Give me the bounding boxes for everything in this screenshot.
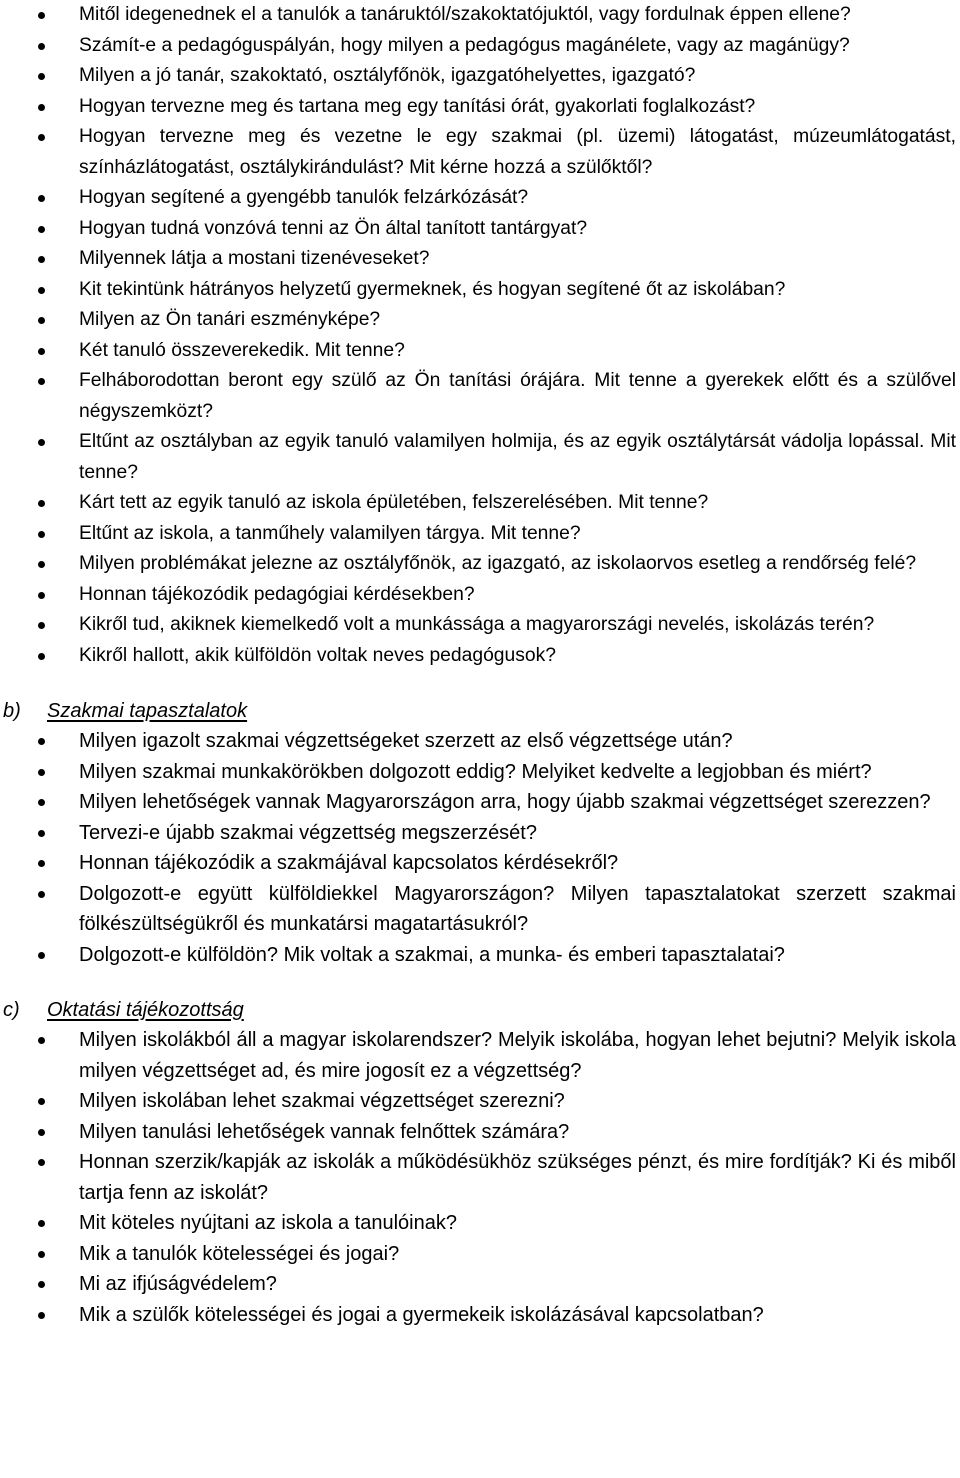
- list-item: Milyen tanulási lehetőségek vannak felnőttek számára?: [0, 1117, 960, 1148]
- list-item: Milyen szakmai munkakörökben dolgozott eddig? Melyiket kedvelte a legjobban és miért?: [0, 757, 960, 788]
- list-item: Dolgozott-e külföldön? Mik voltak a szakmai, a munka- és emberi tapasztalatai?: [0, 940, 960, 971]
- list-item: Milyen az Ön tanári eszményképe?: [0, 305, 960, 336]
- section-title: Szakmai tapasztalatok: [47, 700, 248, 722]
- list-item: Mik a szülők kötelességei és jogai a gyermekeik iskolázásával kapcsolatban?: [0, 1300, 960, 1331]
- section-letter: c): [3, 999, 20, 1021]
- list-item: Honnan tájékozódik pedagógiai kérdésekben?: [0, 580, 960, 611]
- list-item: Milyen igazolt szakmai végzettségeket szerzett az első végzettsége után?: [0, 726, 960, 757]
- section-letter: b): [3, 700, 21, 722]
- list-item: Mik a tanulók kötelességei és jogai?: [0, 1239, 960, 1270]
- list-item: Milyennek látja a mostani tizenéveseket?: [0, 244, 960, 275]
- list-item: Kárt tett az egyik tanuló az iskola épületében, felszerelésében. Mit tenne?: [0, 488, 960, 519]
- list-item: Hogyan tudná vonzóvá tenni az Ön által tanított tantárgyat?: [0, 214, 960, 245]
- list-item: Számít-e a pedagóguspályán, hogy milyen a pedagógus magánélete, vagy az magánügy?: [0, 31, 960, 62]
- list-item: Kikről hallott, akik külföldön voltak neves pedagógusok?: [0, 641, 960, 672]
- bullet-list: [0, 726, 960, 970]
- section-title: Oktatási tájékozottság: [47, 999, 244, 1021]
- list-item: Hogyan tervezne meg és vezetne le egy szakmai (pl. üzemi) látogatást, múzeumlátogatást, színházlátogatást, osztálykirándulást? Mit kérne hozzá a szülőktől?: [0, 122, 960, 183]
- list-item: Milyen iskolában lehet szakmai végzettséget szerezni?: [0, 1086, 960, 1117]
- list-item: Hogyan segítené a gyengébb tanulók felzárkózását?: [0, 183, 960, 214]
- list-item: Milyen problémákat jelezne az osztályfőnök, az igazgató, az iskolaorvos esetleg a rendőrség felé?: [0, 549, 960, 580]
- section-general-questions: [0, 0, 960, 671]
- list-item: Eltűnt az osztályban az egyik tanuló valamilyen holmija, és az egyik osztálytársát vádolja lopással. Mit tenne?: [0, 427, 960, 488]
- list-item: Felháborodottan beront egy szülő az Ön tanítási órájára. Mit tenne a gyerekek előtt és a szülővel négyszemközt?: [0, 366, 960, 427]
- list-item: Dolgozott-e együtt külföldiekkel Magyarországon? Milyen tapasztalatokat szerzett szakmai fölkészültségükről és munkatársi magatartásukról?: [0, 879, 960, 940]
- section-heading: [0, 696, 960, 726]
- list-item: Mitől idegenednek el a tanulók a tanáruktól/szakoktatójuktól, vagy fordulnak éppen ellene?: [0, 0, 960, 31]
- section-szakmai-tapasztalatok: [0, 696, 960, 970]
- list-item: Honnan tájékozódik a szakmájával kapcsolatos kérdésekről?: [0, 848, 960, 879]
- list-item: Két tanuló összeverekedik. Mit tenne?: [0, 336, 960, 367]
- list-item: Milyen lehetőségek vannak Magyarországon arra, hogy újabb szakmai végzettséget szerezzen?: [0, 787, 960, 818]
- list-item: Milyen a jó tanár, szakoktató, osztályfőnök, igazgatóhelyettes, igazgató?: [0, 61, 960, 92]
- section-oktatasi-tajekozottsag: [0, 995, 960, 1330]
- list-item: Kit tekintünk hátrányos helyzetű gyermeknek, és hogyan segítené őt az iskolában?: [0, 275, 960, 306]
- list-item: Honnan szerzik/kapják az iskolák a működésükhöz szükséges pénzt, és mire fordítják? Ki és miből tartja fenn az iskolát?: [0, 1147, 960, 1208]
- list-item: Kikről tud, akiknek kiemelkedő volt a munkássága a magyarországi nevelés, iskolázás terén?: [0, 610, 960, 641]
- list-item: Mi az ifjúságvédelem?: [0, 1269, 960, 1300]
- list-item: Hogyan tervezne meg és tartana meg egy tanítási órát, gyakorlati foglalkozást?: [0, 92, 960, 123]
- bullet-list: [0, 0, 960, 671]
- bullet-list: [0, 1025, 960, 1330]
- list-item: Milyen iskolákból áll a magyar iskolarendszer? Melyik iskolába, hogyan lehet bejutni? Melyik iskola milyen végzettséget ad, és mire jogosít ez a végzettség?: [0, 1025, 960, 1086]
- list-item: Mit köteles nyújtani az iskola a tanulóinak?: [0, 1208, 960, 1239]
- list-item: Tervezi-e újabb szakmai végzettség megszerzését?: [0, 818, 960, 849]
- list-item: Eltűnt az iskola, a tanműhely valamilyen tárgya. Mit tenne?: [0, 519, 960, 550]
- section-heading: [0, 995, 960, 1025]
